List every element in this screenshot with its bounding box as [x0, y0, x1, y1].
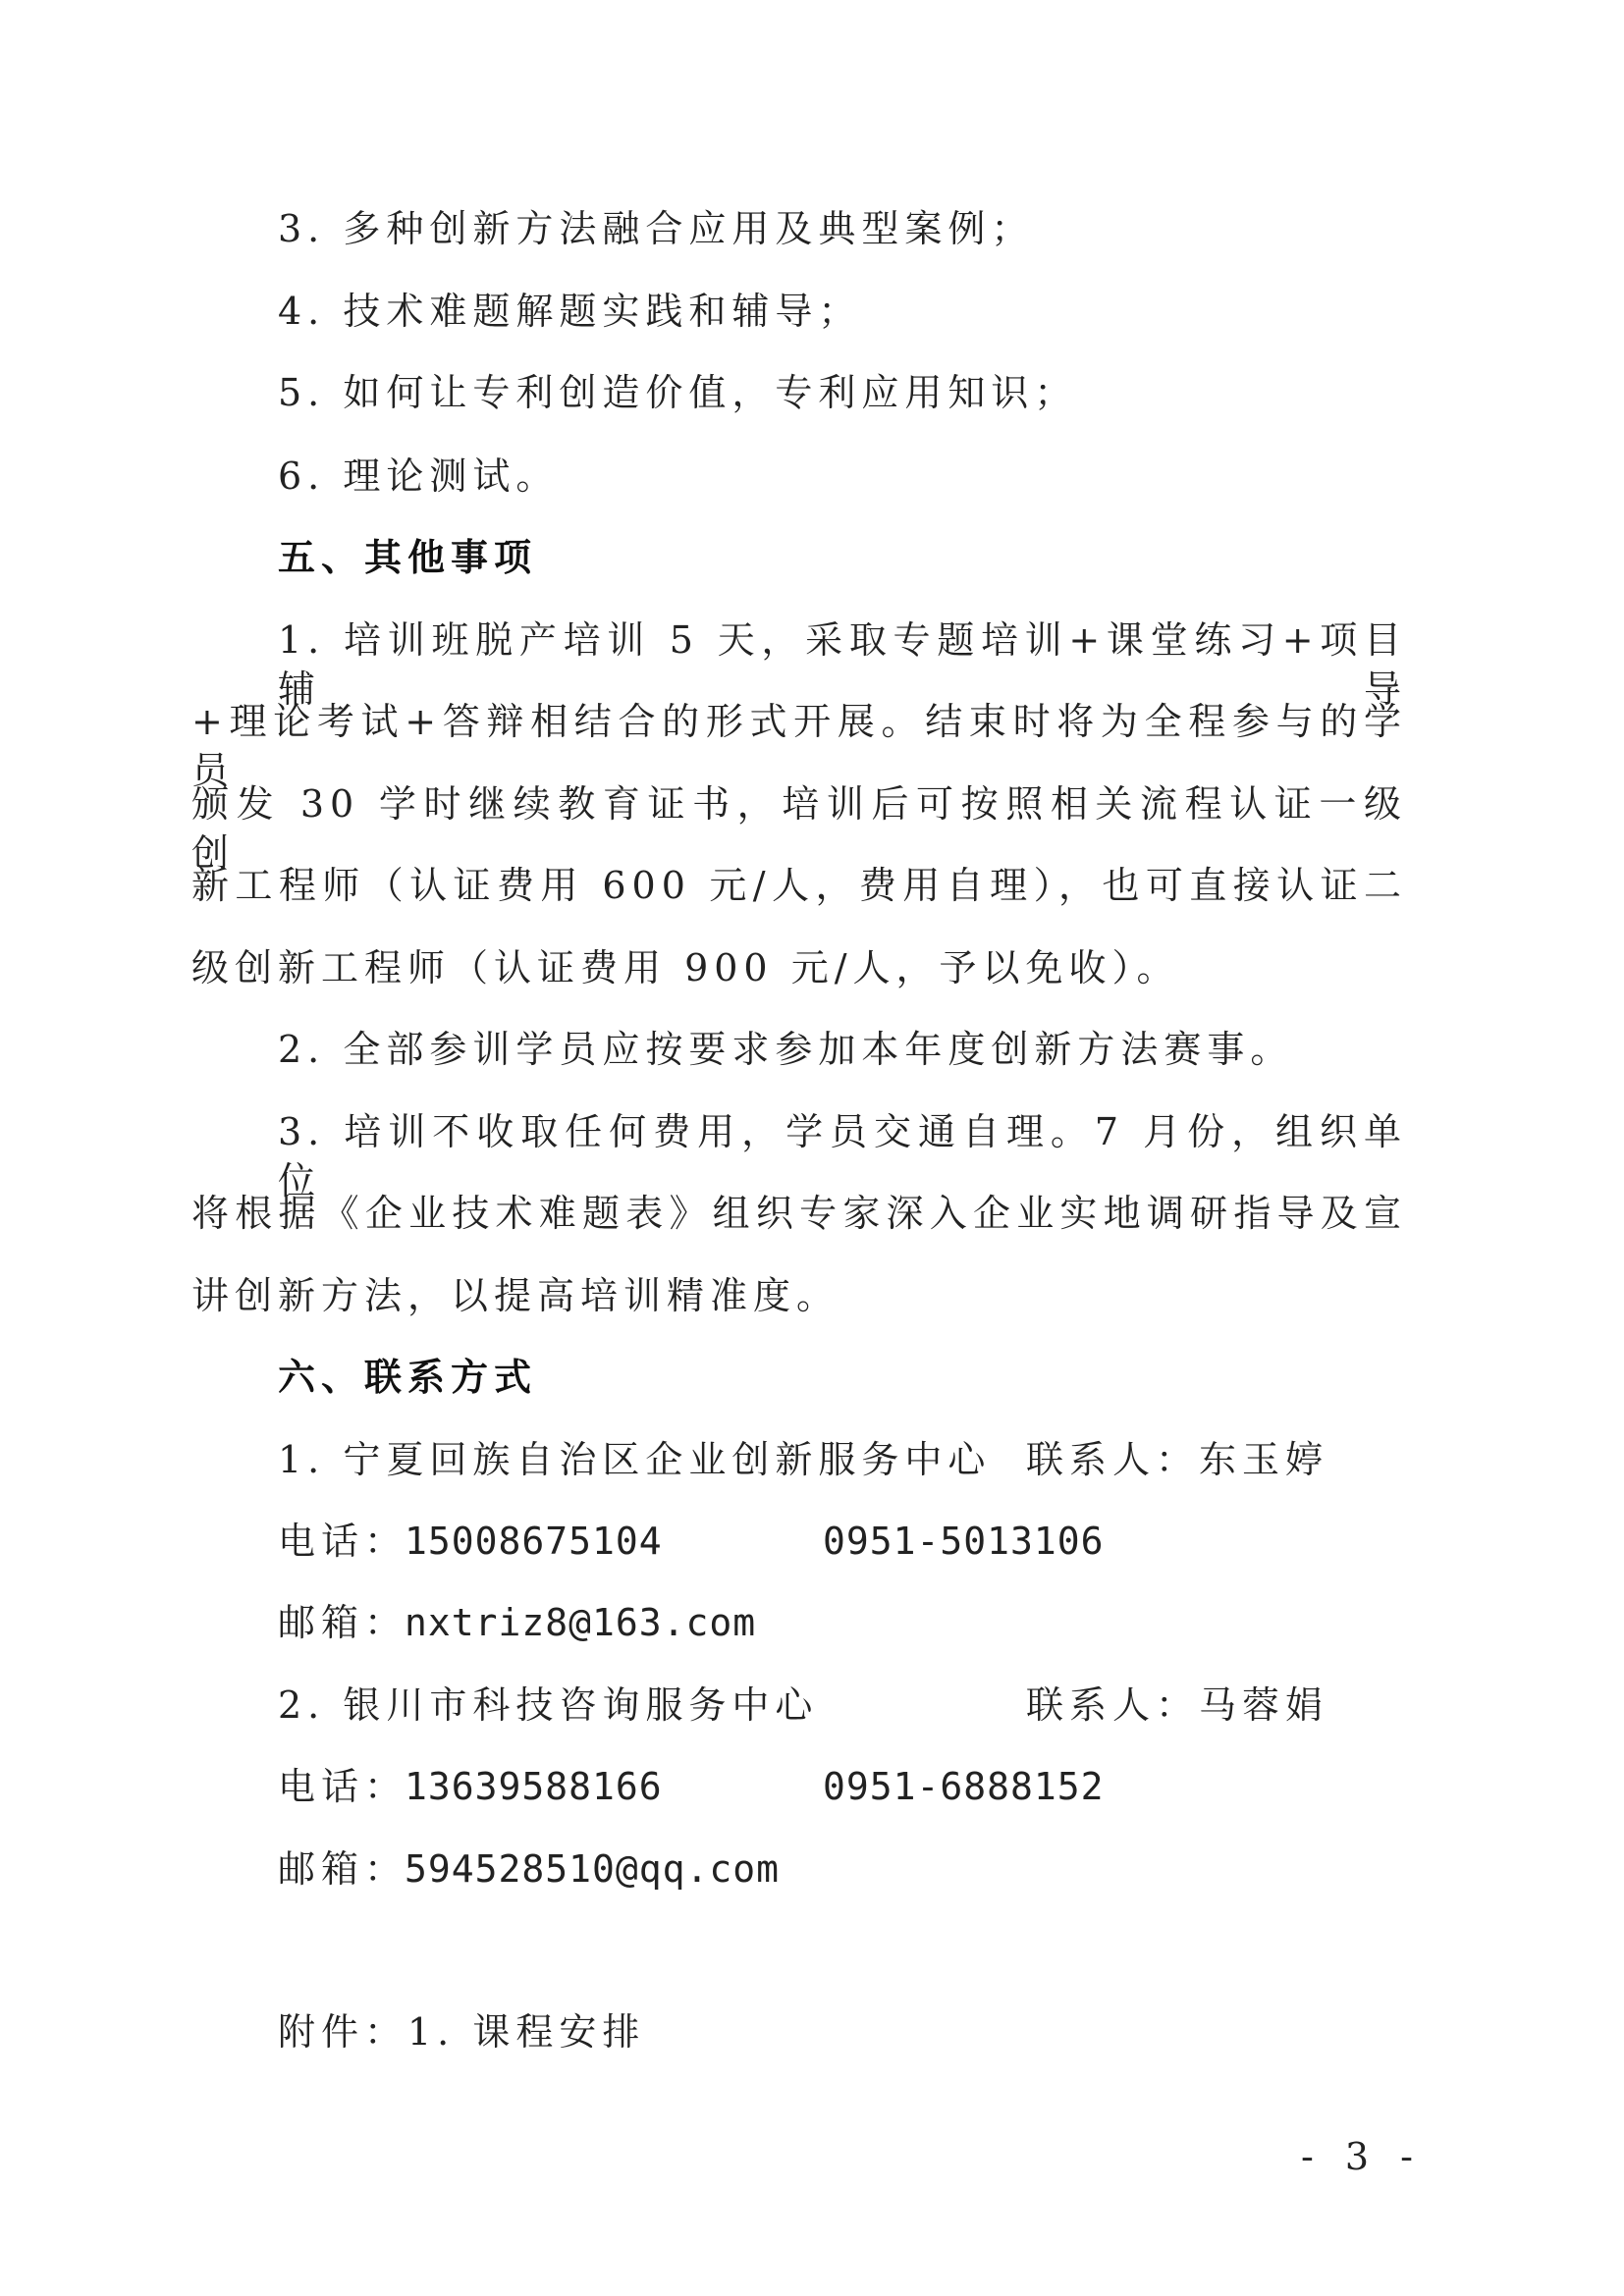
mobile-number: 13639588166 — [405, 1765, 663, 1808]
paragraph-line: 颁发 30 学时继续教育证书，培训后可按照相关流程认证一级创 — [191, 782, 1407, 875]
phone-label: 电话： — [278, 1520, 408, 1563]
list-item-3: 3. 多种创新方法融合应用及典型案例； — [278, 207, 1035, 250]
email-address: 594528510@qq.com — [405, 1847, 781, 1891]
section-heading-other-matters: 五、其他事项 — [278, 535, 538, 579]
mobile-number: 15008675104 — [405, 1520, 663, 1563]
paragraph-line: 3. 培训不收取任何费用，学员交通自理。7 月份，组织单位 — [278, 1110, 1407, 1202]
contact-org: 2. 银川市科技咨询服务中心 — [278, 1683, 819, 1727]
landline-number: 0951-5013106 — [823, 1520, 1105, 1563]
contact-org: 1. 宁夏回族自治区企业创新服务中心 — [278, 1438, 992, 1481]
page-number: - 3 - — [1301, 2135, 1424, 2178]
email-label: 邮箱： — [278, 1601, 408, 1644]
paragraph-line: 级创新工程师（认证费用 900 元/人，予以免收）。 — [191, 946, 1180, 989]
landline-number: 0951-6888152 — [823, 1765, 1105, 1808]
paragraph-item-2: 2. 全部参训学员应按要求参加本年度创新方法赛事。 — [278, 1028, 1294, 1071]
paragraph-line: +理论考试+答辩相结合的形式开展。结束时将为全程参与的学员 — [191, 700, 1407, 792]
paragraph-line: 讲创新方法，以提高培训精准度。 — [191, 1274, 840, 1317]
section-heading-contact: 六、联系方式 — [278, 1355, 538, 1399]
email-label: 邮箱： — [278, 1847, 408, 1891]
paragraph-line: 1. 培训班脱产培训 5 天，采取专题培训+课堂练习+项目辅导 — [278, 618, 1407, 711]
contact-person: 联系人：东玉婷 — [1026, 1438, 1329, 1481]
paragraph-line: 将根据《企业技术难题表》组织专家深入企业实地调研指导及宣 — [191, 1192, 1407, 1235]
phone-label: 电话： — [278, 1765, 408, 1808]
paragraph-line: 新工程师（认证费用 600 元/人，费用自理），也可直接认证二 — [191, 864, 1407, 907]
email-address: nxtriz8@163.com — [405, 1601, 757, 1644]
list-item-4: 4. 技术难题解题实践和辅导； — [278, 290, 862, 333]
list-item-5: 5. 如何让专利创造价值，专利应用知识； — [278, 371, 1078, 414]
attachment-note: 附件：1. 课程安排 — [278, 2010, 646, 2054]
list-item-6: 6. 理论测试。 — [278, 454, 560, 498]
contact-person: 联系人：马蓉娟 — [1026, 1683, 1329, 1727]
